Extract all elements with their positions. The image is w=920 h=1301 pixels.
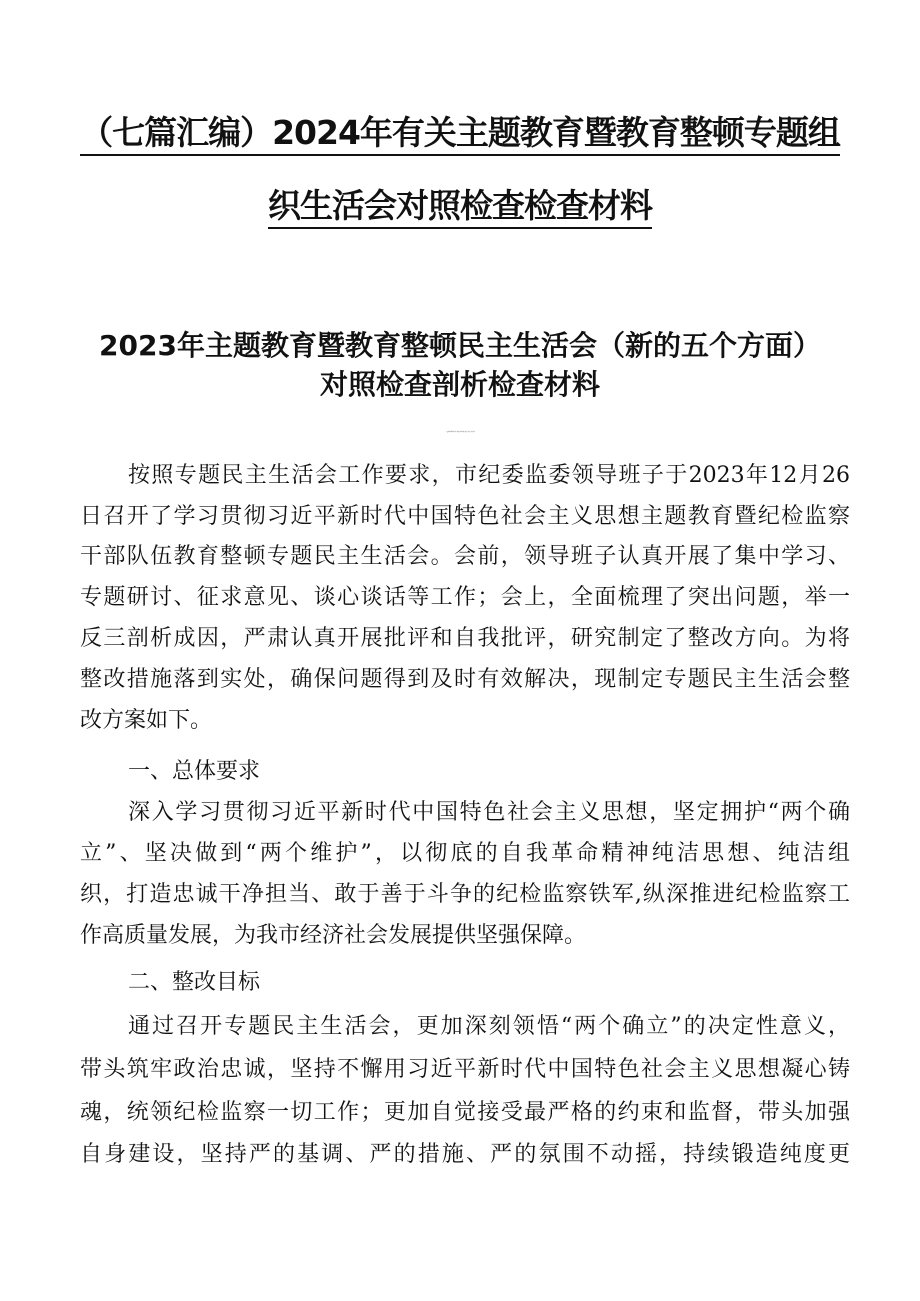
- section-2-paragraph-line: 自身建设，坚持严的基调、严的措施、严的氛围不动摇，持续锻造纯度更: [80, 1142, 850, 1167]
- intro-paragraph-line: 日召开了学习贯彻习近平新时代中国特色社会主义思想主题教育暨纪检监察: [80, 504, 850, 529]
- section-2-paragraph-line: 通过召开专题民主生活会，更加深刻领悟“两个确立”的决定性意义，: [128, 1014, 850, 1039]
- document-title-prefix: （七篇汇编）: [80, 113, 272, 156]
- section-2-heading: 二、整改目标: [128, 970, 261, 995]
- part-label: [0, 285, 920, 313]
- section-1-heading: 一、总体要求: [128, 759, 261, 784]
- section-1-paragraph-line: 织，打造忠诚干净担当、敢于善于斗争的纪检监察铁军,纵深推进纪检监察工: [80, 882, 850, 907]
- document-title-line-2-text: 织生活会对照检查检查材料: [268, 186, 652, 229]
- intro-paragraph-line: 专题研讨、征求意见、谈心谈话等工作；会上，全面梳理了突出问题，举一: [80, 585, 850, 610]
- section-title-line-2: 对照检查剖析检查材料: [319, 368, 600, 401]
- intro-paragraph-line: 反三剖析成因，严肃认真开展批评和自我批评，研究制定了整改方向。为将: [80, 626, 850, 651]
- section-2-paragraph-line: 带头筑牢政治忠诚，坚持不懈用习近平新时代中国特色社会主义思想凝心铸: [80, 1057, 850, 1082]
- section-subtitle-note: ——更观教育暨纪检蓝察干都队仇数有整颜专强反N旅法会整改方嚓: [445, 432, 475, 433]
- intro-paragraph-line: 按照专题民主生活会工作要求，市纪委监委领导班子于2023年12月26: [128, 463, 850, 488]
- intro-paragraph-line: 改方案如下。: [80, 708, 213, 733]
- intro-paragraph-line: 整改措施落到实处，确保问题得到及时有效解决，现制定专题民主生活会整: [80, 667, 850, 692]
- document-title-line-2: [60, 186, 860, 226]
- document-title-line-1-rest: 2024年有关主题教育暨教育整顿专题组: [272, 113, 840, 156]
- section-1-paragraph-line: 立”、坚决做到“两个维护”，以彻底的自我革命精神纯洁思想、纯洁组: [80, 841, 850, 866]
- section-1-paragraph-line: 深入学习贯彻习近平新时代中国特色社会主义思想，坚定拥护“两个确: [128, 800, 850, 825]
- intro-paragraph-line: 干部队伍教育整顿专题民主生活会。会前，领导班子认真开展了集中学习、: [80, 544, 850, 569]
- section-2-paragraph-line: 魂，统领纪检监察一切工作；更加自觉接受最严格的约束和监督，带头加强: [80, 1100, 850, 1125]
- section-title-line-1: 2023年主题教育暨教育整顿民主生活会（新的五个方面）: [99, 329, 821, 362]
- document-title-line-1: [60, 113, 860, 153]
- section-1-paragraph-line: 作高质量发展，为我市经济社会发展提供坚强保障。: [80, 923, 587, 948]
